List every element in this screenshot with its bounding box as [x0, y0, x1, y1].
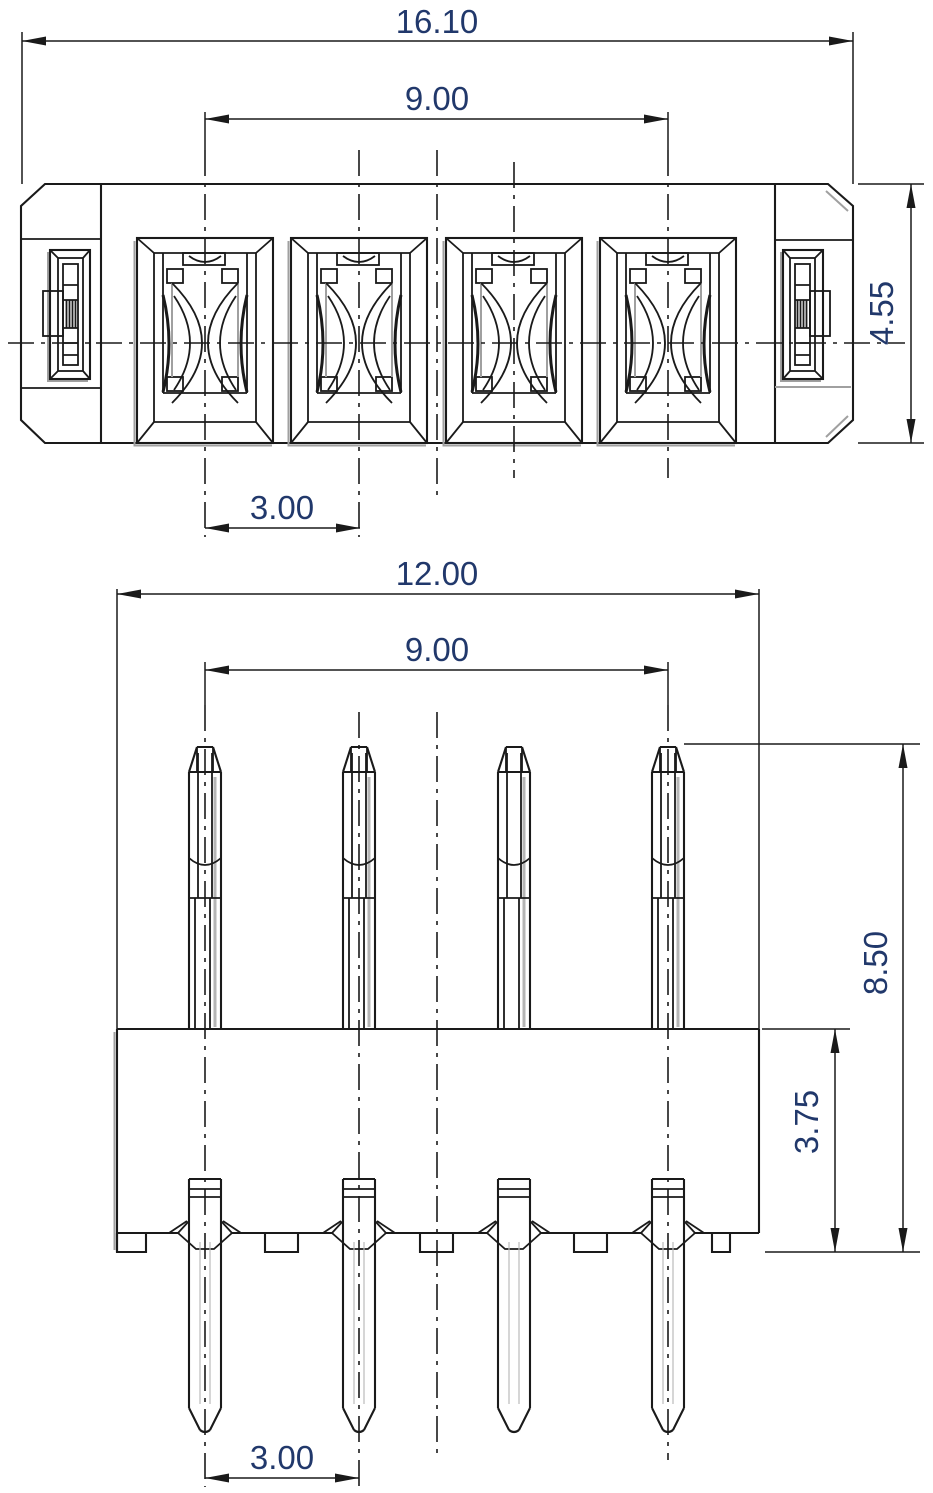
dim-label-9-00-bottom: 9.00: [404, 631, 470, 668]
socket-cavity-2: [289, 238, 428, 446]
dim-front-pin-height: [684, 744, 920, 1252]
dim-label-12-00: 12.00: [395, 555, 479, 592]
pin-3: [478, 747, 550, 1432]
dim-label-16-10: 16.10: [395, 3, 479, 40]
socket-cavity-1: [135, 238, 274, 446]
top-view-right-latch: [781, 250, 830, 381]
dim-top-height: [858, 184, 924, 443]
dim-front-overall-width: [117, 555, 759, 1029]
front-view-centerlines: [205, 662, 668, 1487]
top-view-centerlines: [8, 112, 905, 537]
socket-cavity-4: [598, 238, 737, 446]
dim-front-pitch: [205, 1439, 359, 1483]
dim-label-3-75: 3.75: [788, 1089, 825, 1155]
dim-front-body-height: [762, 1029, 850, 1252]
top-view: [8, 3, 924, 537]
top-view-left-latch: [43, 250, 90, 381]
front-view: [115, 555, 921, 1487]
dim-label-3-00-top: 3.00: [249, 489, 315, 526]
socket-cavity-3: [444, 238, 583, 446]
dim-front-pin-span: [205, 631, 668, 675]
dim-label-4-55: 4.55: [863, 280, 900, 346]
dim-label-8-50: 8.50: [857, 930, 894, 996]
dim-top-pin-span: [205, 80, 668, 124]
dim-label-9-00-top: 9.00: [404, 80, 470, 117]
dim-top-pitch: [205, 489, 360, 533]
dim-label-3-00-bottom: 3.00: [249, 1439, 315, 1476]
